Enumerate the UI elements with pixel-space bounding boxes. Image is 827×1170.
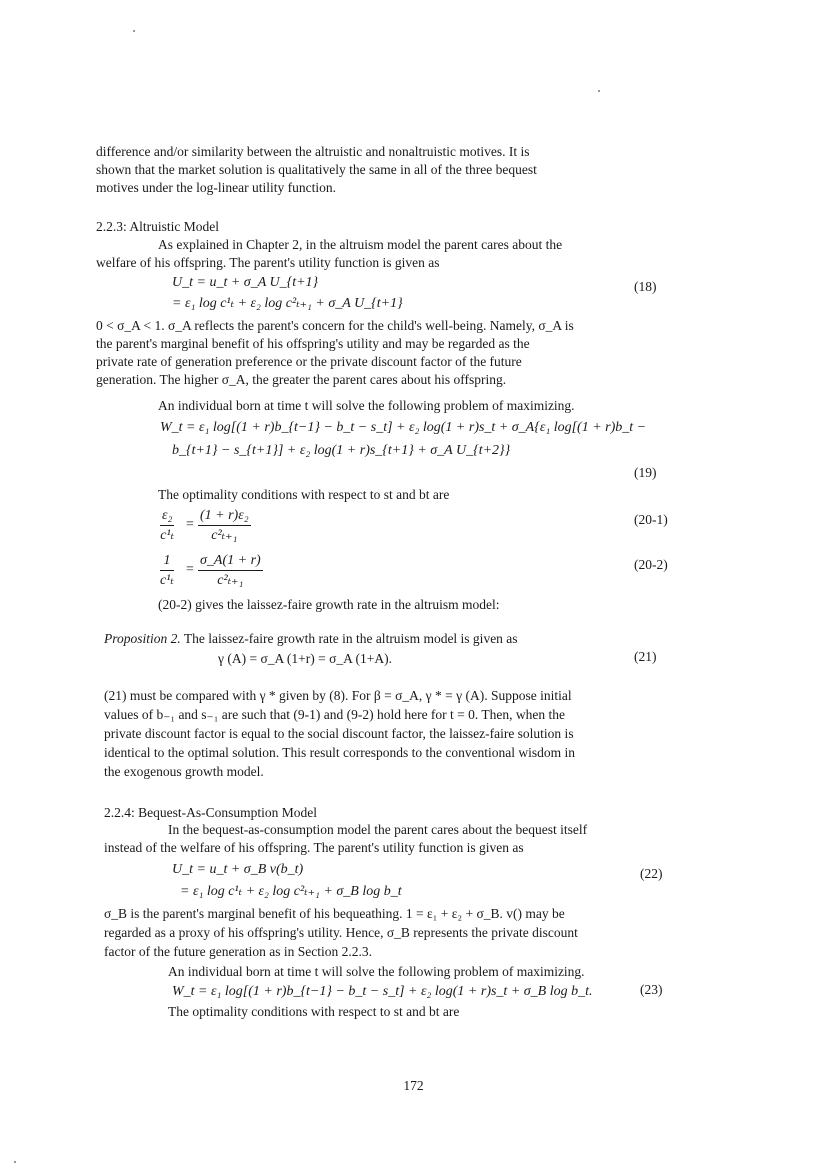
equation-18-line1: U_t = u_t + σ_A U_{t+1} [172,275,319,290]
equation-23: W_t = ε₁ log[(1 + r)b_{t−1} − b_t − s_t] + ε₂ log(1 + r)s_t + σ_B log b_t. [172,984,593,999]
altruistic-para2-line2: the parent's marginal benefit of his offspring's utility and may be regarded as the [96,336,530,351]
altruistic-para1-line1: As explained in Chapter 2, in the altruism model the parent cares about the [158,237,563,252]
eq202-rhs-denominator: c²ₜ₊₁ [217,573,244,588]
eq201-rhs-numerator: (1 + r)ε₂ [198,508,251,526]
eq202-rhs-numerator: σ_A(1 + r) [198,553,263,571]
para21-line3: private discount factor is equal to the social discount factor, the laissez-faire solution is [104,726,574,741]
para21-line5: the exogenous growth model. [104,764,264,779]
bequest-para2-line2: regarded as a proxy of his offspring's utility. Hence, σ_B represents the private discount [104,925,578,940]
eq201-rhs-denominator: c²ₜ₊₁ [211,528,238,543]
proposition-text: The laissez-faire growth rate in the altruism model is given as [183,631,518,646]
optimality-conditions-text: The optimality conditions with respect to st and bt are [158,487,450,502]
eq201-equals: = [186,517,194,532]
eq202-rhs-fraction [198,553,263,589]
scan-speck [133,30,135,32]
section-heading-bequest: 2.2.4: Bequest-As-Consumption Model [104,805,317,820]
intro-line-1: difference and/or similarity between the altruistic and nonaltruistic motives. It is [96,144,530,159]
altruistic-para1-line2: welfare of his offspring. The parent's utility function is given as [96,255,440,270]
eq202-lhs-numerator: 1 [160,553,174,571]
bequest-para2-line3: factor of the future generation as in Section 2.2.3. [104,944,373,959]
eq202-equals: = [186,562,194,577]
equation-19-line1: W_t = ε₁ log[(1 + r)b_{t−1} − b_t − s_t] + ε₂ log(1 + r)s_t + σ_A{ε₁ log[(1 + r)b_t − [160,420,647,435]
altruistic-para2-line4: generation. The higher σ_A, the greater the parent cares about his offspring. [96,372,507,387]
scan-speck [14,1161,16,1163]
equation-21-number: (21) [634,649,657,664]
equation-19-line2: b_{t+1} − s_{t+1}] + ε₂ log(1 + r)s_{t+1} + σ_A U_{t+2}} [172,443,511,458]
page-number: 172 [403,1078,424,1093]
proposition-label: Proposition 2. [104,631,181,646]
intro-line-3: motives under the log-linear utility function. [96,180,336,195]
intro-line-2: shown that the market solution is qualitatively the same in all of the three bequest [96,162,537,177]
altruistic-para2-line1: 0 < σ_A < 1. σ_A reflects the parent's concern for the child's well-being. Namely, σ_A is [96,318,574,333]
bequest-para4: The optimality conditions with respect to st and bt are [168,1004,460,1019]
eq201-lhs-numerator: ε₂ [160,508,174,526]
para21-line1: (21) must be compared with γ * given by (8). For β = σ_A, γ * = γ (A). Suppose initial [104,688,572,703]
para21-line2: values of b₋₁ and s₋₁ are such that (9-1) and (9-2) hold here for t = 0. Then, when the [104,707,566,722]
equation-18-number: (18) [634,279,657,294]
proposition-equation: γ (A) = σ_A (1+r) = σ_A (1+A). [218,651,392,666]
altruistic-para3: An individual born at time t will solve the following problem of maximizing. [158,398,575,413]
proposition-2 [104,631,518,647]
equation-20-2-number: (20-2) [634,557,668,572]
equation-20-1-number: (20-1) [634,512,668,527]
scan-speck [598,90,600,92]
bequest-para3: An individual born at time t will solve the following problem of maximizing. [168,964,585,979]
bequest-para2-line1: σ_B is the parent's marginal benefit of his bequeathing. 1 = ε₁ + ε₂ + σ_B. v() may be [104,906,565,921]
equation-22-line2: = ε₁ log c¹ₜ + ε₂ log c²ₜ₊₁ + σ_B log b_t [180,884,402,899]
eq202-lhs-fraction [160,553,174,589]
eq201-lhs-fraction [160,508,174,544]
equation-22-line1: U_t = u_t + σ_B v(b_t) [172,862,304,877]
eq201-rhs-fraction [198,508,251,544]
equation-23-number: (23) [640,982,663,997]
equation-19-number: (19) [634,465,657,480]
eq202-lhs-denominator: c¹ₜ [160,573,174,588]
para21-line4: identical to the optimal solution. This result corresponds to the conventional wisdom in [104,745,576,760]
section-heading-altruistic: 2.2.3: Altruistic Model [96,219,219,234]
equation-18-line2: = ε₁ log c¹ₜ + ε₂ log c²ₜ₊₁ + σ_A U_{t+1} [172,296,403,311]
bequest-para1-line2: instead of the welfare of his offspring. The parent's utility function is given as [104,840,524,855]
equation-22-number: (22) [640,866,663,881]
eq201-lhs-denominator: c¹ₜ [160,528,175,543]
altruistic-para4: (20-2) gives the laissez-faire growth rate in the altruism model: [158,597,500,612]
bequest-para1-line1: In the bequest-as-consumption model the parent cares about the bequest itself [168,822,588,837]
altruistic-para2-line3: private rate of generation preference or the private discount factor of the future [96,354,522,369]
